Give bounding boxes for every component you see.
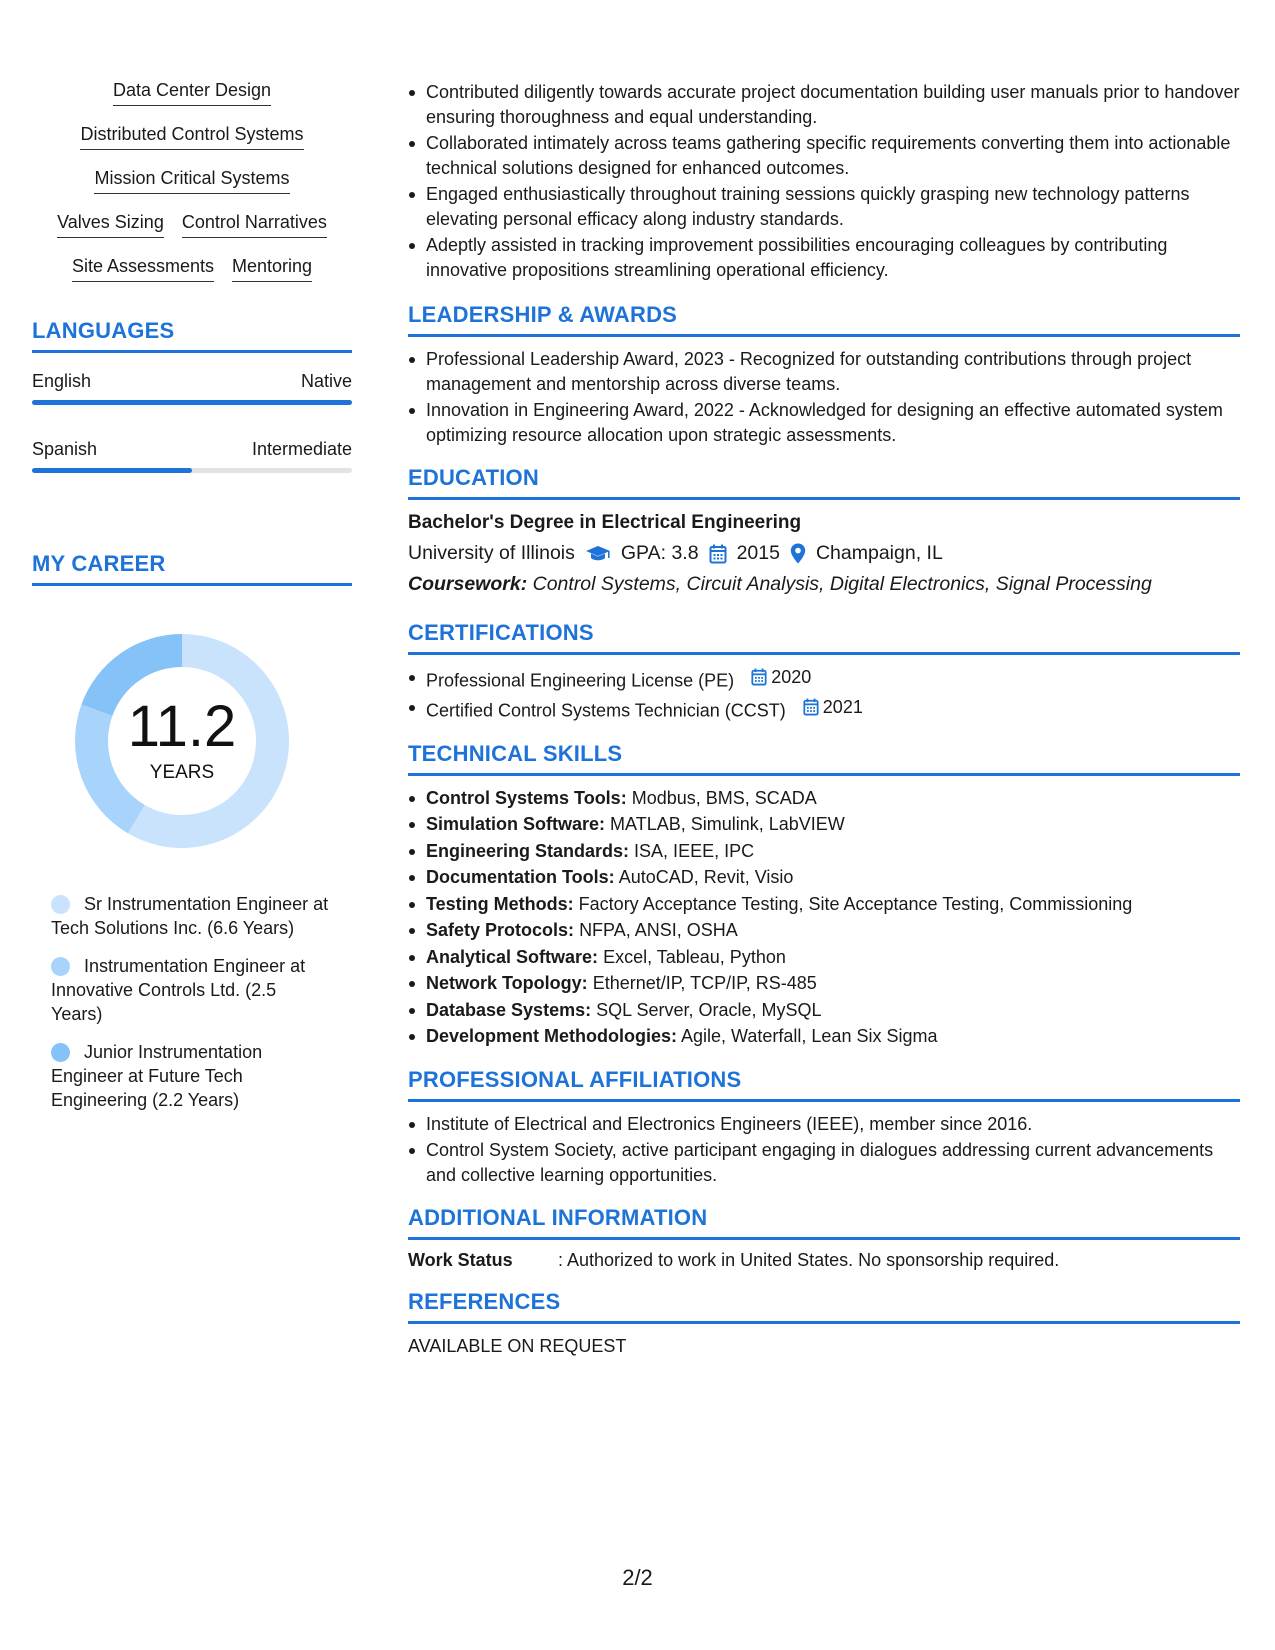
education-school: University of Illinois <box>408 542 575 564</box>
education-coursework <box>408 573 1240 596</box>
language-bar-fill <box>32 400 352 405</box>
skill-row <box>32 168 352 194</box>
language-bar-fill <box>32 468 192 473</box>
technical-skill-item <box>426 998 1240 1023</box>
technical-skill-value: MATLAB, Simulink, LabVIEW <box>610 814 845 834</box>
education-section <box>408 465 1240 596</box>
location-pin-icon <box>790 543 806 564</box>
language-name: Spanish <box>32 439 98 459</box>
language-level: Native <box>300 371 352 391</box>
skill-row <box>32 212 352 238</box>
skill-tag: Site Assessments <box>72 256 214 282</box>
career-legend-item <box>51 954 331 1026</box>
career-legend-label: Junior Instrumentation Engineer at Future Tech Engineering (2.2 Years) <box>51 1042 263 1110</box>
education-details <box>408 542 1240 565</box>
references-heading: REFERENCES <box>408 1289 1240 1324</box>
coursework-label: Coursework: <box>408 573 528 595</box>
certification-year: 2020 <box>771 667 812 687</box>
technical-skill-value: Modbus, BMS, SCADA <box>631 787 817 808</box>
skill-tag: Data Center Design <box>113 80 271 106</box>
languages-heading: LANGUAGES <box>32 318 352 353</box>
language-level: Intermediate <box>251 439 352 459</box>
technical-skill-item <box>426 892 1240 917</box>
certifications-section <box>408 620 1240 723</box>
technical-skill-label: Network Topology: <box>426 973 588 993</box>
certification-name: Certified Control Systems Technician (CCST) <box>426 700 786 720</box>
right-column <box>408 80 1240 1357</box>
calendar-icon <box>803 698 819 716</box>
coursework-list: Control Systems, Circuit Analysis, Digital Electronics, Signal Processing <box>532 573 1152 595</box>
career-legend-label: Instrumentation Engineer at Innovative Controls Ltd. (2.5 Years) <box>51 956 306 1024</box>
technical-skill-label: Development Methodologies: <box>426 1026 678 1046</box>
technical-skill-label: Analytical Software: <box>426 946 599 967</box>
skill-tag: Mission Critical Systems <box>94 168 289 194</box>
leadership-section <box>408 302 1240 447</box>
education-location: Champaign, IL <box>815 542 943 564</box>
technical-skill-value: Agile, Waterfall, Lean Six Sigma <box>681 1026 938 1046</box>
skill-tag: Distributed Control Systems <box>80 124 303 150</box>
technical-skill-value: Excel, Tableau, Python <box>603 946 786 967</box>
experience-bullet: Contributed diligently towards accurate project documentation building user manuals prior to handover ensuring thoroughness and equal understanding. <box>426 80 1240 129</box>
language-bar <box>32 400 352 405</box>
skill-tag: Mentoring <box>232 256 312 282</box>
legend-dot <box>51 957 70 976</box>
award-item: Innovation in Engineering Award, 2022 - Acknowledged for designing an effective automated system optimizing resource allocation upon strategic assessments. <box>426 398 1240 447</box>
career-total-unit: YEARS <box>149 762 215 783</box>
technical-skill-item <box>426 865 1240 890</box>
technical-skill-item <box>426 1024 1240 1049</box>
career-heading: MY CAREER <box>32 551 352 586</box>
skill-row <box>32 256 352 282</box>
additional-info-heading: ADDITIONAL INFORMATION <box>408 1205 1240 1240</box>
experience-bullet: Collaborated intimately across teams gathering specific requirements converting them into actionable technical solutions designed for enhanced outcomes. <box>426 131 1240 180</box>
skill-row <box>32 124 352 150</box>
career-legend <box>51 892 331 1112</box>
skill-tag: Control Narratives <box>182 212 327 238</box>
technical-skill-value: SQL Server, Oracle, MySQL <box>596 999 822 1020</box>
affiliations-section <box>408 1067 1240 1188</box>
career-legend-item <box>51 1040 331 1112</box>
education-year: 2015 <box>736 542 780 564</box>
certification-item <box>426 665 1240 693</box>
work-status-row <box>408 1250 1240 1271</box>
leadership-heading: LEADERSHIP & AWARDS <box>408 302 1240 337</box>
technical-skill-value: ISA, IEEE, IPC <box>634 840 755 861</box>
career-legend-item <box>51 892 331 940</box>
references-section <box>408 1289 1240 1357</box>
affiliation-item: Institute of Electrical and Electronics Engineers (IEEE), member since 2016. <box>426 1112 1240 1137</box>
technical-skills-list <box>408 786 1240 1049</box>
language-item <box>32 439 352 473</box>
career-donut-chart <box>67 626 297 856</box>
technical-skill-label: Control Systems Tools: <box>426 787 627 808</box>
technical-skill-value: Ethernet/IP, TCP/IP, RS-485 <box>592 973 817 993</box>
affiliations-heading: PROFESSIONAL AFFILIATIONS <box>408 1067 1240 1102</box>
additional-info-section <box>408 1205 1240 1271</box>
skill-row <box>32 80 352 106</box>
technical-skill-label: Engineering Standards: <box>426 840 630 861</box>
technical-skill-value: AutoCAD, Revit, Visio <box>618 867 794 887</box>
donut-center <box>67 626 297 856</box>
language-bar <box>32 468 352 473</box>
graduation-cap-icon <box>585 545 611 563</box>
technical-skill-label: Database Systems: <box>426 999 592 1020</box>
education-heading: EDUCATION <box>408 465 1240 500</box>
left-column <box>32 80 352 1126</box>
work-status-label: Work Status <box>408 1250 513 1270</box>
technical-skill-item <box>426 971 1240 996</box>
calendar-icon <box>709 544 727 564</box>
technical-skill-label: Testing Methods: <box>426 893 574 914</box>
legend-dot <box>51 1043 70 1062</box>
technical-skill-label: Safety Protocols: <box>426 920 575 940</box>
experience-bullets <box>408 80 1240 282</box>
work-status-value: : Authorized to work in United States. No sponsorship required. <box>558 1250 1060 1270</box>
experience-bullet: Engaged enthusiastically throughout training sessions quickly grasping new technology patterns elevating personal efficacy along industry standards. <box>426 182 1240 231</box>
skill-tag: Valves Sizing <box>57 212 164 238</box>
certification-year: 2021 <box>822 696 863 717</box>
technical-skill-label: Documentation Tools: <box>426 867 615 887</box>
technical-skill-item <box>426 812 1240 837</box>
certifications-heading: CERTIFICATIONS <box>408 620 1240 655</box>
technical-skill-item <box>426 786 1240 811</box>
technical-skills-section <box>408 741 1240 1049</box>
career-total-years: 11.2 <box>127 694 237 759</box>
references-text: AVAILABLE ON REQUEST <box>408 1336 627 1356</box>
language-item <box>32 371 352 405</box>
experience-bullet: Adeptly assisted in tracking improvement possibilities encouraging colleagues by contributing innovative propositions streamlining operational efficiency. <box>426 233 1240 282</box>
education-gpa: GPA: 3.8 <box>620 542 699 564</box>
calendar-icon <box>751 668 767 686</box>
technical-skill-label: Simulation Software: <box>426 814 606 834</box>
certification-item <box>426 695 1240 723</box>
technical-skill-value: NFPA, ANSI, OSHA <box>579 920 738 940</box>
legend-dot <box>51 895 70 914</box>
award-item: Professional Leadership Award, 2023 - Recognized for outstanding contributions through project management and mentorship across diverse teams. <box>426 347 1240 396</box>
technical-skill-item <box>426 839 1240 864</box>
affiliation-item: Control System Society, active participant engaging in dialogues addressing current advancements and collective learning opportunities. <box>426 1138 1240 1187</box>
technical-skill-value: Factory Acceptance Testing, Site Acceptance Testing, Commissioning <box>578 893 1133 914</box>
technical-skills-heading: TECHNICAL SKILLS <box>408 741 1240 776</box>
career-legend-label: Sr Instrumentation Engineer at Tech Solutions Inc. (6.6 Years) <box>51 894 329 938</box>
education-degree: Bachelor's Degree in Electrical Engineering <box>408 512 802 533</box>
skills-tags <box>32 80 352 282</box>
technical-skill-item <box>426 945 1240 970</box>
page-number: 2/2 <box>622 1565 653 1590</box>
technical-skill-item <box>426 918 1240 943</box>
language-name: English <box>32 371 92 391</box>
certification-name: Professional Engineering License (PE) <box>426 670 735 691</box>
